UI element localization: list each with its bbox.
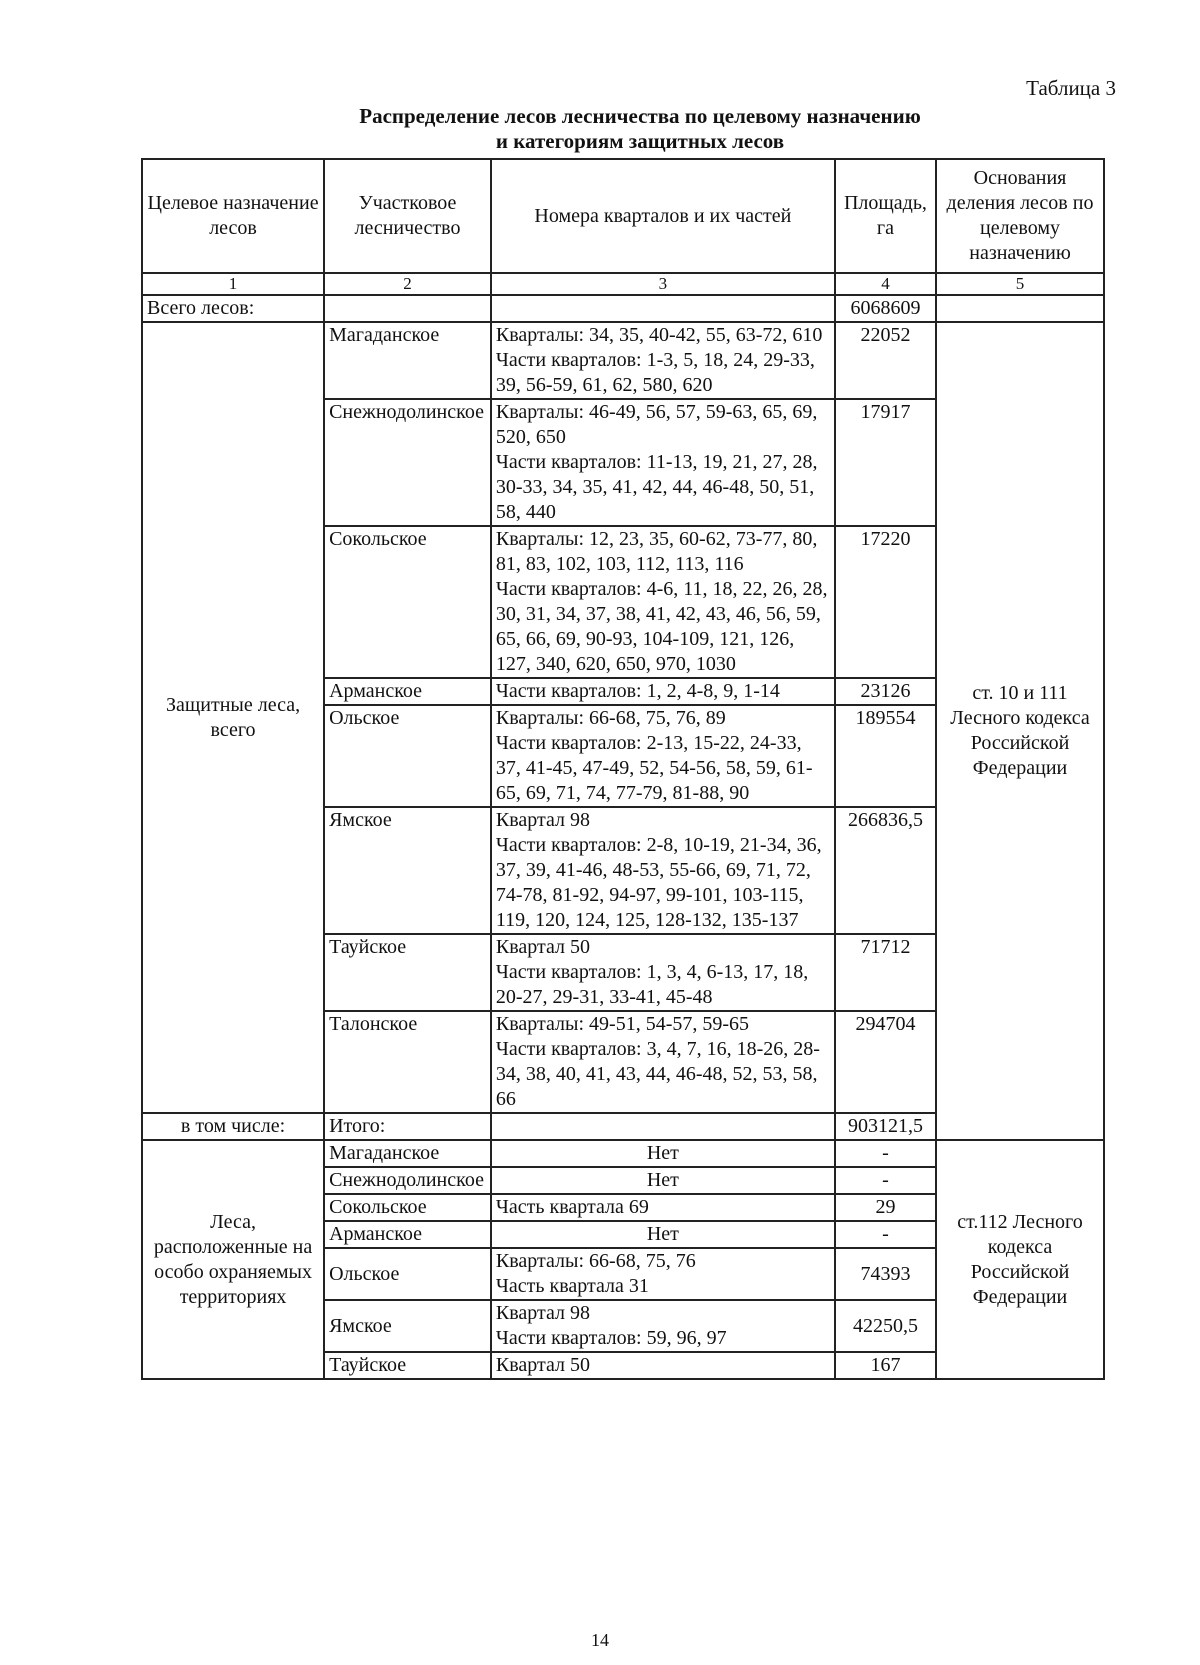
title-line-2: и категориям защитных лесов <box>495 129 785 153</box>
quarters-cell <box>491 1140 835 1167</box>
itogo-area: 903121,5 <box>835 1113 936 1140</box>
area-value: 17220 <box>835 526 936 678</box>
protective-label: Защитные леса, всего <box>165 693 301 741</box>
area-value: - <box>835 1140 936 1167</box>
quarters-text: Кварталы: 34, 35, 40-42, 55, 63-72, 610 <box>495 324 823 346</box>
empty-cell <box>491 295 835 322</box>
quarters-text: Кварталы: 66-68, 75, 76 <box>495 1250 696 1272</box>
empty-cell <box>936 295 1104 322</box>
quarters-text: Кварталы: 66-68, 75, 76, 89 <box>495 707 726 729</box>
forestry-name: Магаданское <box>324 1140 491 1167</box>
forestry-name: Ольское <box>324 1248 491 1300</box>
column-number: 4 <box>835 273 936 295</box>
quarters-text: Квартал 98 <box>495 1302 591 1324</box>
quarters-cell <box>491 1248 835 1300</box>
table-row <box>142 322 1104 399</box>
header-quarters: Номера кварталов и их частей <box>491 159 835 273</box>
area-value: - <box>835 1221 936 1248</box>
quarters-cell <box>491 1221 835 1248</box>
column-number-row <box>142 273 1104 295</box>
quarters-cell <box>491 678 835 705</box>
forestry-name: Ямское <box>324 1300 491 1352</box>
area-value: 294704 <box>835 1011 936 1113</box>
quarter-parts-text: Части кварталов: 1-3, 5, 18, 24, 29-33, 39, 56-59, 61, 62, 580, 620 <box>495 349 815 396</box>
quarter-parts-text: Части кварталов: 3, 4, 7, 16, 18-26, 28-34, 38, 40, 41, 43, 44, 46-48, 52, 53, 58, 66 <box>495 1038 820 1110</box>
area-value: 167 <box>835 1352 936 1379</box>
oopt-basis: ст.112 Лесного кодекса Российской Федерации <box>936 1140 1104 1379</box>
itogo-label: Итого: <box>324 1113 491 1140</box>
forest-distribution-table <box>141 158 1105 1380</box>
title-line-1: Распределение лесов лесничества по целевому назначению <box>359 104 921 128</box>
header-forestry: Участковое лесничество <box>324 159 491 273</box>
total-label: Всего лесов: <box>142 295 324 322</box>
area-value: - <box>835 1167 936 1194</box>
column-number: 3 <box>491 273 835 295</box>
quarters-text: Нет <box>646 1169 679 1191</box>
quarters-text: Квартал 50 <box>495 1354 591 1376</box>
protective-label-cell <box>142 322 324 1113</box>
column-number: 5 <box>936 273 1104 295</box>
quarters-cell <box>491 1167 835 1194</box>
quarter-parts-text: Части кварталов: 4-6, 11, 18, 22, 26, 28, 30, 31, 34, 37, 38, 41, 42, 43, 46, 56, 59, 65, 66, 69, 90-93, 104-109, 121, 126, 127, 340, 620, 650, 970, 1030 <box>495 578 828 675</box>
forestry-name: Талонское <box>324 1011 491 1113</box>
forestry-name: Арманское <box>324 678 491 705</box>
table-body <box>142 295 1104 1379</box>
forestry-name: Ольское <box>324 705 491 807</box>
table-row <box>142 1140 1104 1167</box>
forestry-name: Тауйское <box>324 1352 491 1379</box>
area-value: 22052 <box>835 322 936 399</box>
forestry-name: Ямское <box>324 807 491 934</box>
area-value: 23126 <box>835 678 936 705</box>
quarters-text: Кварталы: 46-49, 56, 57, 59-63, 65, 69, 520, 650 <box>495 401 818 448</box>
quarter-parts-text: Часть квартала 31 <box>495 1275 649 1297</box>
quarters-text: Нет <box>646 1142 679 1164</box>
table-title <box>140 104 1140 154</box>
total-area: 6068609 <box>835 295 936 322</box>
quarters-text: Кварталы: 12, 23, 35, 60-62, 73-77, 80, 81, 83, 102, 103, 112, 113, 116 <box>495 528 818 575</box>
quarters-text: Квартал 50 <box>495 936 591 958</box>
quarters-cell <box>491 1300 835 1352</box>
forestry-name: Арманское <box>324 1221 491 1248</box>
quarters-text: Нет <box>646 1223 679 1245</box>
forestry-name: Снежнодолинское <box>324 399 491 526</box>
area-value: 42250,5 <box>835 1300 936 1352</box>
oopt-label: Леса, расположенные на особо охраняемых территориях <box>142 1140 324 1379</box>
area-value: 266836,5 <box>835 807 936 934</box>
quarters-cell <box>491 1194 835 1221</box>
header-row <box>142 159 1104 273</box>
sub-label: в том числе: <box>142 1113 324 1140</box>
quarters-cell <box>491 1011 835 1113</box>
forestry-name: Сокольское <box>324 526 491 678</box>
area-value: 17917 <box>835 399 936 526</box>
empty-cell <box>324 295 491 322</box>
forestry-name: Сокольское <box>324 1194 491 1221</box>
table-label: Таблица 3 <box>1026 76 1116 100</box>
column-number: 1 <box>142 273 324 295</box>
area-value: 74393 <box>835 1248 936 1300</box>
quarter-parts-text: Части кварталов: 1, 2, 4-8, 9, 1-14 <box>495 680 780 702</box>
protective-basis: ст. 10 и 111 Лесного кодекса Российской Федерации <box>936 322 1104 1140</box>
area-value: 71712 <box>835 934 936 1011</box>
quarter-parts-text: Части кварталов: 2-8, 10-19, 21-34, 36, 37, 39, 41-46, 48-53, 55-66, 69, 71, 72, 74-78, 81-92, 94-97, 99-101, 103-115, 119, 120, 124, 125, 128-132, 135-137 <box>495 834 822 931</box>
quarter-parts-text: Части кварталов: 11-13, 19, 21, 27, 28, 30-33, 34, 35, 41, 42, 44, 46-48, 50, 51, 58, 440 <box>495 451 818 523</box>
quarters-cell <box>491 1352 835 1379</box>
quarters-text: Часть квартала 69 <box>495 1196 649 1218</box>
page-number: 14 <box>591 1630 609 1650</box>
area-value: 189554 <box>835 705 936 807</box>
quarter-parts-text: Части кварталов: 2-13, 15-22, 24-33, 37, 41-45, 47-49, 52, 54-56, 58, 59, 61-65, 69, 71, 74, 77-79, 81-88, 90 <box>495 732 813 804</box>
quarters-cell <box>491 526 835 678</box>
quarters-cell <box>491 322 835 399</box>
quarters-text: Кварталы: 49-51, 54-57, 59-65 <box>495 1013 750 1035</box>
empty-cell <box>491 1113 835 1140</box>
forestry-name: Снежнодолинское <box>324 1167 491 1194</box>
header-area: Площадь, га <box>835 159 936 273</box>
quarters-text: Квартал 98 <box>495 809 591 831</box>
quarters-cell <box>491 807 835 934</box>
quarter-parts-text: Части кварталов: 1, 3, 4, 6-13, 17, 18, 20-27, 29-31, 33-41, 45-48 <box>495 961 809 1008</box>
forestry-name: Магаданское <box>324 322 491 399</box>
header-basis: Основания деления лесов по целевому назначению <box>936 159 1104 273</box>
quarters-cell <box>491 934 835 1011</box>
total-row <box>142 295 1104 322</box>
column-number: 2 <box>324 273 491 295</box>
quarters-cell <box>491 705 835 807</box>
quarter-parts-text: Части кварталов: 59, 96, 97 <box>495 1327 727 1349</box>
forestry-name: Тауйское <box>324 934 491 1011</box>
area-value: 29 <box>835 1194 936 1221</box>
quarters-cell <box>491 399 835 526</box>
header-purpose: Целевое назначение лесов <box>142 159 324 273</box>
